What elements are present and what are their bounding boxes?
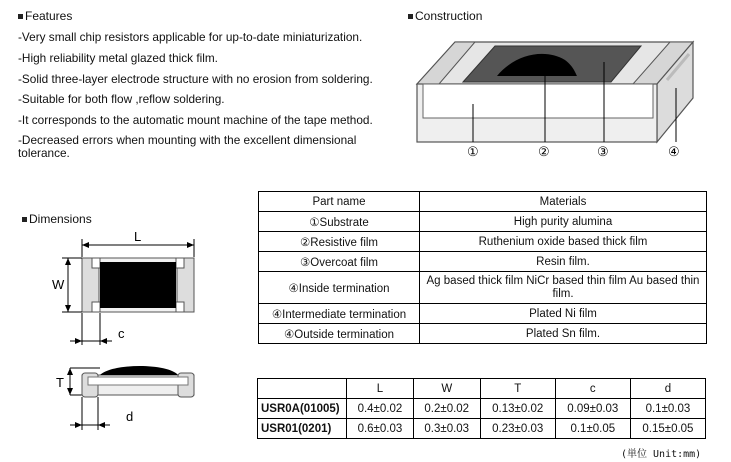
feature-item: -Decreased errors when mounting with the excellent dimensional tolerance.: [18, 132, 357, 160]
feature-item: -Solid three-layer electrode structure with no erosion from soldering.: [18, 71, 373, 86]
bullet-square-icon: [18, 14, 23, 19]
header-materials: Materials: [420, 192, 707, 212]
unit-note: (単位 Unit:mm): [621, 449, 702, 460]
part-cell: ④Intermediate termination: [259, 304, 420, 324]
material-cell: Ag based thick film NiCr based thin film Au based thin film.: [420, 272, 707, 304]
part-cell: ④Outside termination: [259, 324, 420, 344]
construction-label-1: ①: [467, 144, 479, 159]
header-part-name: Part name: [259, 192, 420, 212]
feature-item: -Very small chip resistors applicable for up-to-date miniaturization.: [18, 30, 363, 44]
dim-label-d: d: [126, 409, 134, 424]
part-cell: ②Resistive film: [259, 232, 420, 252]
part-cell: ④Inside termination: [259, 272, 420, 304]
table-row: [258, 399, 706, 419]
materials-table: [258, 191, 707, 344]
bullet-square-icon: [22, 217, 27, 222]
header-cell: [258, 379, 347, 399]
construction-label-4: ④: [668, 144, 680, 159]
header-cell: c: [555, 379, 630, 399]
material-cell: Resin film.: [420, 252, 707, 272]
table-header-row: [258, 379, 706, 399]
dimension-table: [257, 378, 706, 439]
material-cell: Plated Sn film.: [420, 324, 707, 344]
part-cell: ③Overcoat film: [259, 252, 420, 272]
value-cell: 0.23±0.03: [480, 419, 555, 439]
model-cell: USR01(0201): [258, 419, 347, 439]
bullet-square-icon: [408, 14, 413, 19]
dim-label-W: W: [52, 277, 65, 292]
value-cell: 0.15±0.05: [630, 419, 705, 439]
value-cell: 0.13±0.02: [480, 399, 555, 419]
dim-label-c: c: [118, 326, 125, 341]
table-row: [259, 304, 707, 324]
value-cell: 0.3±0.03: [413, 419, 480, 439]
value-cell: 0.2±0.02: [413, 399, 480, 419]
construction-label-3: ③: [597, 144, 609, 159]
header-cell: d: [630, 379, 705, 399]
construction-diagram: [405, 24, 695, 164]
feature-item: -It corresponds to the automatic mount machine of the tape method.: [18, 113, 373, 128]
value-cell: 0.1±0.03: [630, 399, 705, 419]
table-header-row: [259, 192, 707, 212]
value-cell: 0.1±0.05: [555, 419, 630, 439]
features-list: [18, 27, 398, 160]
material-cell: High purity alumina: [420, 212, 707, 232]
construction-label-2: ②: [538, 144, 550, 159]
model-cell: USR0A(01005): [258, 399, 347, 419]
features-heading: Features: [18, 9, 72, 23]
construction-heading: Construction: [408, 9, 482, 23]
material-cell: Ruthenium oxide based thick film: [420, 232, 707, 252]
table-row: [258, 419, 706, 439]
header-cell: L: [347, 379, 414, 399]
header-cell: W: [413, 379, 480, 399]
feature-item: -High reliability metal glazed thick film.: [18, 50, 218, 65]
dimensions-diagram: [40, 225, 210, 435]
material-cell: Plated Ni film: [420, 304, 707, 324]
feature-item: -Suitable for both flow ,reflow soldering.: [18, 92, 225, 107]
table-row: [259, 212, 707, 232]
dim-label-T: T: [56, 375, 64, 390]
dim-label-L: L: [134, 229, 142, 244]
part-cell: ①Substrate: [259, 212, 420, 232]
table-row: [259, 232, 707, 252]
value-cell: 0.4±0.02: [347, 399, 414, 419]
header-cell: T: [480, 379, 555, 399]
value-cell: 0.09±0.03: [555, 399, 630, 419]
dimensions-heading: Dimensions: [22, 212, 92, 226]
table-row: [259, 272, 707, 304]
table-row: [259, 252, 707, 272]
value-cell: 0.6±0.03: [347, 419, 414, 439]
table-row: [259, 324, 707, 344]
